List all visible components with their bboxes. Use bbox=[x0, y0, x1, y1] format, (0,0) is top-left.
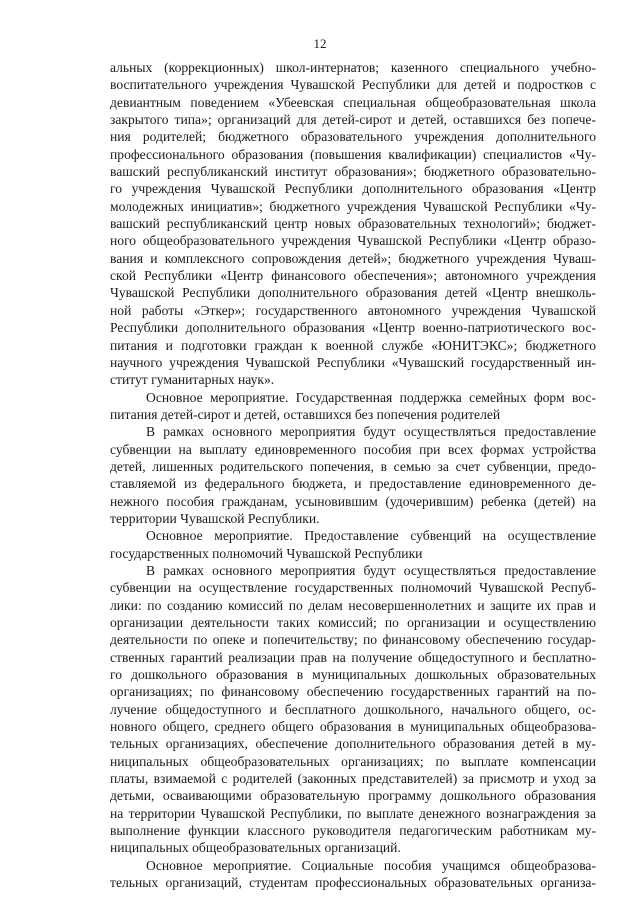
text-line: ниципальных общеобразовательных организациях; по выплате компенсации bbox=[110, 753, 596, 769]
text-line: тельных организаций, студентам профессиональных образовательных организа- bbox=[110, 875, 596, 891]
text-line: Основное мероприятие. Предоставление субвенций на осуществление bbox=[146, 528, 596, 544]
text-line: Республики дополнительного образования «Центр военно-патриотического вос- bbox=[110, 320, 596, 336]
text-line: ного общеобразовательного учреждения Чувашской Республики «Центр образо- bbox=[110, 233, 596, 249]
text-line: государственных полномочий Чувашской Республики bbox=[110, 545, 423, 561]
text-line: го учреждения Чувашской Республики дополнительного образования «Центр bbox=[110, 181, 596, 197]
text-line: тельных организациях, обеспечение дополнительного образования детей в му- bbox=[110, 736, 596, 752]
text-line: В рамках основного мероприятия будут осуществляться предоставление bbox=[146, 424, 596, 440]
text-line: лучение общедоступного и бесплатного дошкольного, начального общего, ос- bbox=[110, 701, 596, 717]
text-line: детей, лишенных родительского попечения, в семью за счет субвенции, предо- bbox=[110, 458, 596, 474]
paragraph bbox=[110, 389, 596, 424]
text-line: субвенции на выплату единовременного пособия при всех формах устройства bbox=[110, 441, 596, 457]
text-line: территории Чувашской Республики. bbox=[110, 510, 320, 526]
text-line: деятельности по опеке и попечительству; по финансовому обеспечению государ- bbox=[110, 632, 596, 648]
text-line: нежного пособия гражданам, усыновившим (удочерившим) ребенка (детей) на bbox=[110, 493, 596, 509]
document-body bbox=[110, 59, 596, 892]
text-line: ственных гарантий реализации прав на получение общедоступного и бесплатно- bbox=[110, 649, 596, 665]
text-line: ставляемой из федерального бюджета, и предоставление единовременного де- bbox=[110, 476, 596, 492]
text-line: закрытого типа»; организаций для детей-сирот и детей, оставшихся без попече- bbox=[110, 112, 596, 128]
text-line: вания и комплексного сопровождения детей»; бюджетного учреждения Чуваш- bbox=[110, 250, 596, 266]
text-line: субвенции на осуществление государственных полномочий Чувашской Респуб- bbox=[110, 580, 596, 596]
text-line: профессионального образования (повышения квалификации) специалистов «Чу- bbox=[110, 146, 596, 162]
text-line: ной работы «Эткер»; государственного автономного учреждения Чувашской bbox=[110, 302, 596, 318]
text-line: воспитательного учреждения Чувашской Республики для детей и подростков с bbox=[110, 77, 596, 93]
text-line: питания и подготовки граждан к военной службе «ЮНИТЭКС»; бюджетного bbox=[110, 337, 596, 353]
text-line: выполнение функции классного руководителя педагогическим работникам му- bbox=[110, 823, 596, 839]
text-line: организациях; по финансовому обеспечению государственных гарантий на по- bbox=[110, 684, 596, 700]
text-line: го дошкольного образования в муниципальных дошкольных образовательных bbox=[110, 667, 596, 683]
text-line: Чувашской Республики дополнительного образования детей «Центр внешколь- bbox=[110, 285, 596, 301]
text-line: молодежных инициатив»; бюджетного учреждения Чувашской Республики «Чу- bbox=[110, 198, 596, 214]
page-number: 12 bbox=[313, 36, 327, 51]
text-line: Основное мероприятие. Социальные пособия учащимся общеобразова- bbox=[146, 857, 596, 873]
text-line: вашский республиканский центр новых образовательных технологий»; бюджет- bbox=[110, 216, 596, 232]
text-line: организации деятельности таких комиссий; по организации и осуществлению bbox=[110, 615, 596, 630]
text-line: ской Республики «Центр финансового обеспечения»; автономного учреждения bbox=[110, 268, 596, 284]
paragraph bbox=[110, 59, 596, 389]
text-line: научного учреждения Чувашской Республики «Чувашский государственный ин- bbox=[110, 354, 596, 370]
text-line: В рамках основного мероприятия будут осуществляться предоставление bbox=[146, 562, 596, 578]
paragraph bbox=[110, 857, 596, 892]
text-line: ния родителей; бюджетного образовательного учреждения дополнительного bbox=[110, 129, 596, 145]
text-line: вашский республиканский институт образования»; бюджетного образовательно- bbox=[110, 164, 596, 180]
text-line: Основное мероприятие. Государственная поддержка семейных форм вос- bbox=[146, 389, 596, 405]
text-line: ниципальных общеобразовательных организаций. bbox=[110, 840, 401, 856]
paragraph bbox=[110, 562, 596, 857]
text-line: девиантным поведением «Убеевская специальная общеобразовательная школа bbox=[110, 94, 596, 110]
paragraph bbox=[110, 423, 596, 527]
text-line: детьми, осваивающими образовательную программу дошкольного образования bbox=[110, 788, 596, 804]
text-line: платы, взимаемой с родителей (законных представителей) за присмотр и уход за bbox=[110, 771, 596, 787]
text-line: лики: по созданию комиссий по делам несовершеннолетних и защите их прав и bbox=[110, 597, 596, 613]
text-line: ститут гуманитарных наук». bbox=[110, 372, 275, 388]
text-line: новного общего, среднего общего образования в муниципальных общеобразова- bbox=[110, 719, 596, 735]
paragraph bbox=[110, 527, 596, 562]
text-line: на территории Чувашской Республики, по выплате денежного вознаграждения за bbox=[110, 805, 596, 821]
text-line: питания детей-сирот и детей, оставшихся без попечения родителей bbox=[110, 406, 501, 422]
text-line: альных (коррекционных) школ-интернатов; казенного специального учебно- bbox=[110, 60, 596, 75]
